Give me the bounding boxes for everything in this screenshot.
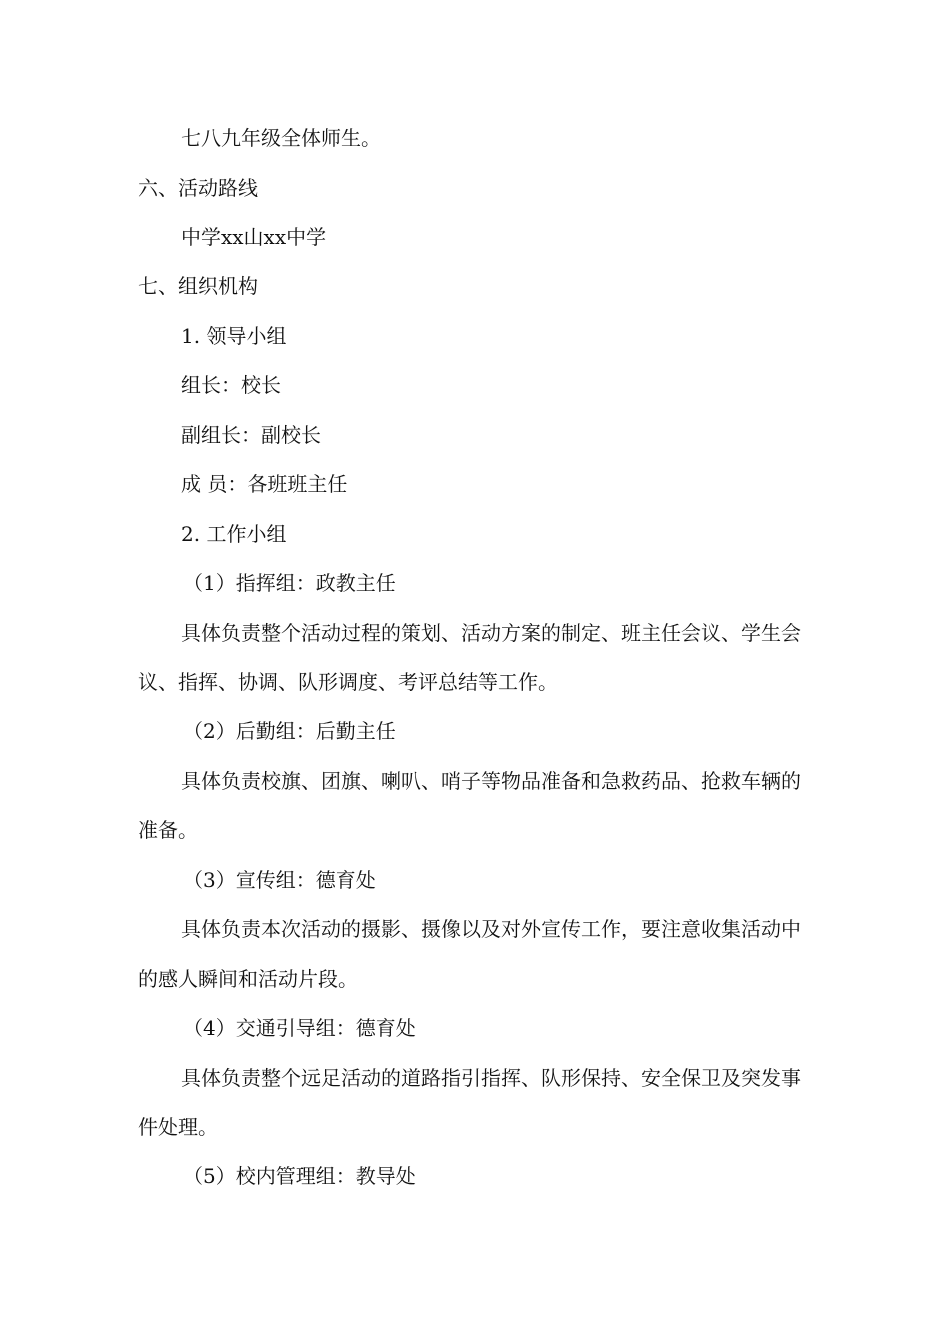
subsection-working-group: 2. 工作小组 bbox=[181, 522, 287, 546]
leader-line: 组长：校长 bbox=[181, 373, 281, 397]
command-group-desc-line-2: 议、指挥、协调、队形调度、考评总结等工作。 bbox=[138, 670, 558, 694]
deputy-leader-line: 副组长：副校长 bbox=[181, 423, 321, 447]
traffic-group-heading: （4）交通引导组：德育处 bbox=[183, 1016, 416, 1040]
participants-text: 七八九年级全体师生。 bbox=[181, 126, 381, 150]
logistics-group-desc-line-1: 具体负责校旗、团旗、喇叭、哨子等物品准备和急救药品、抢救车辆的 bbox=[181, 769, 801, 793]
campus-management-group-heading: （5）校内管理组：教导处 bbox=[183, 1164, 416, 1188]
logistics-group-desc-line-2: 准备。 bbox=[138, 818, 198, 842]
traffic-group-desc-line-2: 件处理。 bbox=[138, 1115, 218, 1139]
section-heading-route: 六、活动路线 bbox=[138, 176, 258, 200]
command-group-desc-line-1: 具体负责整个活动过程的策划、活动方案的制定、班主任会议、学生会 bbox=[181, 621, 801, 645]
command-group-heading: （1）指挥组：政教主任 bbox=[183, 571, 396, 595]
subsection-leadership-group: 1. 领导小组 bbox=[181, 324, 287, 348]
route-text: 中学xx山xx中学 bbox=[181, 225, 327, 249]
section-heading-organization: 七、组织机构 bbox=[138, 274, 258, 298]
publicity-group-desc-line-1: 具体负责本次活动的摄影、摄像以及对外宣传工作，要注意收集活动中 bbox=[181, 917, 801, 941]
publicity-group-heading: （3）宣传组：德育处 bbox=[183, 868, 376, 892]
traffic-group-desc-line-1: 具体负责整个远足活动的道路指引指挥、队形保持、安全保卫及突发事 bbox=[181, 1066, 801, 1090]
logistics-group-heading: （2）后勤组：后勤主任 bbox=[183, 719, 396, 743]
publicity-group-desc-line-2: 的感人瞬间和活动片段。 bbox=[138, 967, 358, 991]
members-line: 成 员：各班班主任 bbox=[181, 472, 348, 496]
